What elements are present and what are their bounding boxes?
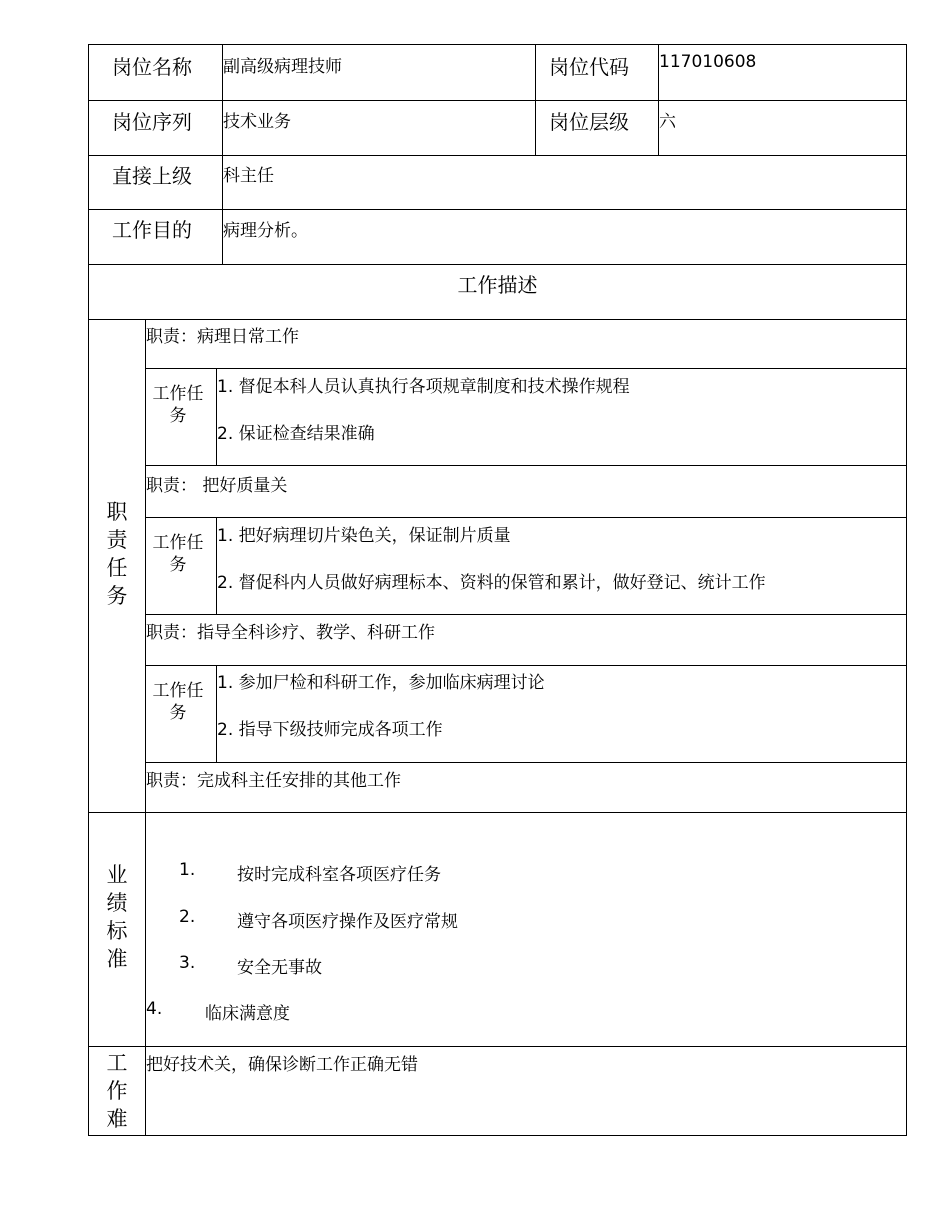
purpose-label: 工作目的 <box>112 218 192 242</box>
duty-title: 职责：指导全科诊疗、教学、科研工作 <box>146 623 435 643</box>
performance-item: 按时完成科室各项医疗任务 <box>237 865 441 885</box>
task-item: 1. 把好病理切片染色关，保证制片质量 <box>217 526 511 546</box>
position-code-label: 岗位代码 <box>549 55 629 79</box>
duties-side-label: 职责任务 <box>106 500 128 608</box>
row-divider <box>145 665 907 666</box>
table-border-left <box>88 44 89 1136</box>
table-border-bottom <box>88 1135 907 1136</box>
row-divider <box>145 465 907 466</box>
performance-item: 遵守各项医疗操作及医疗常规 <box>237 912 458 932</box>
task-label: 工作任务 <box>152 681 204 723</box>
level-label: 岗位层级 <box>549 110 629 134</box>
task-item: 2. 督促科内人员做好病理标本、资料的保管和累计，做好登记、统计工作 <box>217 573 766 593</box>
duty-title: 职责：完成科主任安排的其他工作 <box>146 771 401 791</box>
task-label: 工作任务 <box>152 384 204 426</box>
row-divider <box>145 614 907 615</box>
table-border-top <box>88 44 907 45</box>
supervisor-label: 直接上级 <box>112 164 192 188</box>
difficulty-side-label: 工作难 <box>106 1051 128 1131</box>
position-name-value: 副高级病理技师 <box>223 57 342 77</box>
task-item: 1. 督促本科人员认真执行各项规章制度和技术操作规程 <box>217 377 630 397</box>
sequence-label: 岗位序列 <box>112 110 192 134</box>
task-item: 2. 指导下级技师完成各项工作 <box>217 720 443 740</box>
table-border-right <box>906 44 907 1136</box>
position-name-label: 岗位名称 <box>112 55 192 79</box>
row-divider <box>88 209 907 210</box>
sequence-value: 技术业务 <box>223 112 291 132</box>
row-divider <box>88 319 907 320</box>
task-item: 1. 参加尸检和科研工作，参加临床病理讨论 <box>217 673 545 693</box>
performance-item-number: 4. <box>146 999 163 1019</box>
work-description-title: 工作描述 <box>457 273 538 297</box>
row-divider <box>88 155 907 156</box>
row-divider <box>145 762 907 763</box>
duty-title: 职责：病理日常工作 <box>146 327 299 347</box>
level-value: 六 <box>659 112 676 132</box>
row-divider <box>88 264 907 265</box>
duty-title: 职责： 把好质量关 <box>146 476 288 496</box>
task-label: 工作任务 <box>152 533 204 575</box>
performance-item-number: 2. <box>179 907 196 927</box>
row-divider <box>88 812 907 813</box>
column-divider <box>535 44 536 156</box>
supervisor-value: 科主任 <box>223 166 274 186</box>
performance-item-number: 1. <box>179 860 196 880</box>
performance-item: 临床满意度 <box>205 1004 290 1024</box>
row-divider <box>145 517 907 518</box>
performance-item-number: 3. <box>179 953 196 973</box>
position-code-value: 117010608 <box>659 52 757 72</box>
row-divider <box>88 100 907 101</box>
difficulty-text: 把好技术关，确保诊断工作正确无错 <box>146 1055 418 1075</box>
performance-item: 安全无事故 <box>237 958 322 978</box>
performance-side-label: 业绩标准 <box>106 863 128 971</box>
row-divider <box>145 368 907 369</box>
row-divider <box>88 1046 907 1047</box>
purpose-value: 病理分析。 <box>223 221 308 241</box>
task-item: 2. 保证检查结果准确 <box>217 424 375 444</box>
